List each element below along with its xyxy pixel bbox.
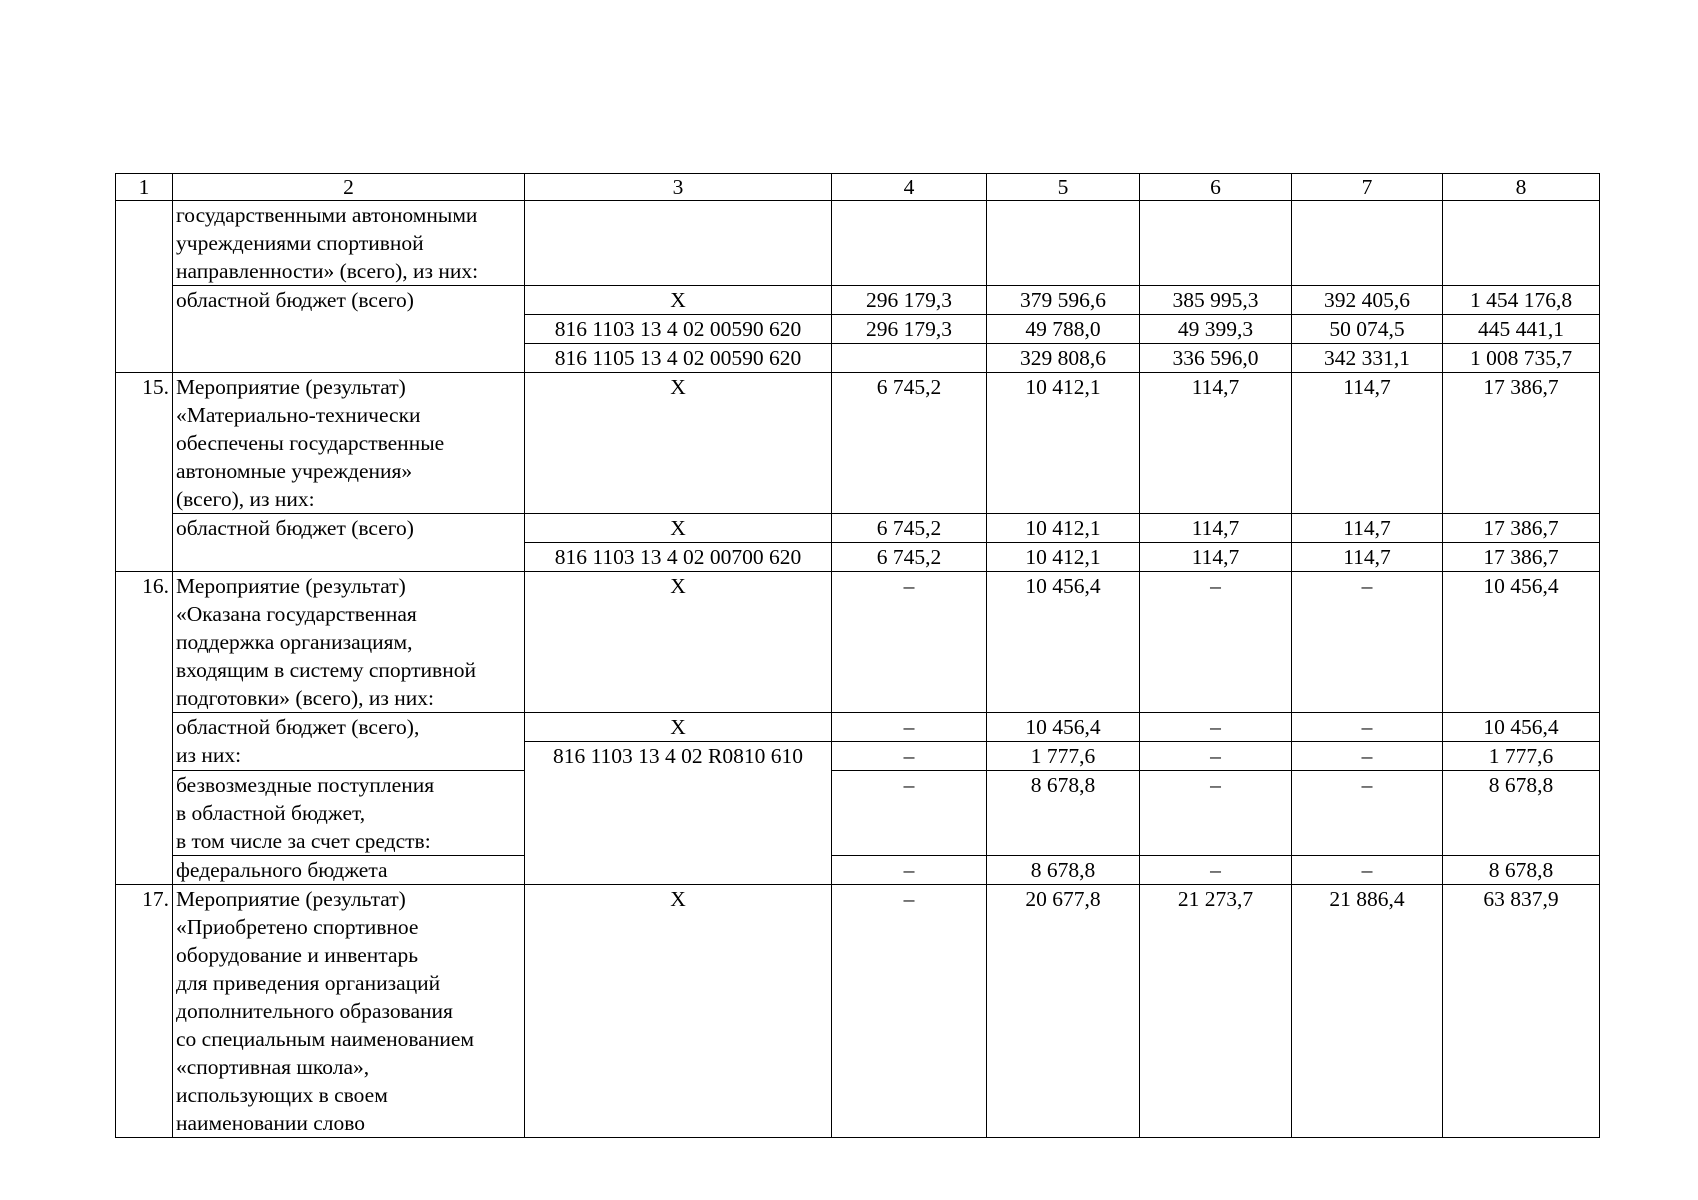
value-cell: – — [832, 572, 987, 713]
value-cell: 392 405,6 — [1292, 286, 1443, 315]
value-cell: 445 441,1 — [1443, 315, 1600, 344]
value-cell: 1 777,6 — [1443, 742, 1600, 771]
value-cell: 8 678,8 — [987, 856, 1140, 885]
row-number: 15. — [116, 373, 173, 572]
item-title — [173, 201, 525, 286]
value-cell: 10 412,1 — [987, 514, 1140, 543]
value-cell: 8 678,8 — [1443, 856, 1600, 885]
budget-code: Х — [525, 373, 832, 514]
value-cell: 1 454 176,8 — [1443, 286, 1600, 315]
budget-table — [115, 173, 1600, 1138]
value-cell: 1 008 735,7 — [1443, 344, 1600, 373]
title-line: со специальным наименованием — [176, 1027, 474, 1051]
label-line: в областной бюджет, — [176, 801, 366, 825]
value-cell: 10 456,4 — [987, 713, 1140, 742]
value-cell: 1 777,6 — [987, 742, 1140, 771]
value-cell: 63 837,9 — [1443, 885, 1600, 1138]
value-cell: 17 386,7 — [1443, 514, 1600, 543]
budget-code: 816 1103 13 4 02 00590 620 — [525, 315, 832, 344]
value-cell: – — [832, 713, 987, 742]
value-cell: – — [832, 742, 987, 771]
value-cell: – — [1292, 771, 1443, 856]
value-cell: 10 456,4 — [987, 572, 1140, 713]
table-row — [116, 373, 1600, 514]
title-line: использующих в своем — [176, 1083, 388, 1107]
title-line: Мероприятие (результат) — [176, 574, 406, 598]
title-line: «спортивная школа», — [176, 1055, 370, 1079]
budget-code: 816 1103 13 4 02 R0810 610 — [525, 742, 832, 885]
value-cell: 8 678,8 — [987, 771, 1140, 856]
value-cell: 49 788,0 — [987, 315, 1140, 344]
value-cell: 10 412,1 — [987, 543, 1140, 572]
table-row — [116, 514, 1600, 543]
row-number: 17. — [116, 885, 173, 1138]
value-cell: 10 456,4 — [1443, 713, 1600, 742]
value-cell: 342 331,1 — [1292, 344, 1443, 373]
table-row — [116, 572, 1600, 713]
label-line: в том числе за счет средств: — [176, 829, 431, 853]
budget-code — [525, 201, 832, 286]
item-title — [173, 885, 525, 1138]
value-cell: – — [1140, 742, 1292, 771]
value-cell — [1443, 201, 1600, 286]
table-row — [116, 856, 1600, 885]
regional-budget-label — [173, 713, 525, 771]
title-line: обеспечены государственные — [176, 431, 445, 455]
value-cell: – — [1292, 742, 1443, 771]
item-title — [173, 373, 525, 514]
value-cell: 114,7 — [1292, 373, 1443, 514]
value-cell: 6 745,2 — [832, 514, 987, 543]
title-line: государственными автономными — [176, 203, 478, 227]
budget-code: Х — [525, 286, 832, 315]
title-line: направленности» (всего), из них: — [176, 259, 479, 283]
header-cell: 1 — [116, 174, 173, 201]
title-line: автономные учреждения» — [176, 459, 413, 483]
value-cell: 114,7 — [1140, 514, 1292, 543]
value-cell: 114,7 — [1140, 543, 1292, 572]
header-cell: 4 — [832, 174, 987, 201]
value-cell — [987, 201, 1140, 286]
header-cell: 8 — [1443, 174, 1600, 201]
grants-label — [173, 771, 525, 856]
header-row — [116, 174, 1600, 201]
budget-code: Х — [525, 713, 832, 742]
header-cell: 2 — [173, 174, 525, 201]
value-cell: 296 179,3 — [832, 315, 987, 344]
label-line: безвозмездные поступления — [176, 773, 435, 797]
label-line: из них: — [176, 743, 242, 767]
table-row — [116, 201, 1600, 286]
value-cell: 8 678,8 — [1443, 771, 1600, 856]
value-cell: – — [1140, 856, 1292, 885]
value-cell: 114,7 — [1292, 543, 1443, 572]
value-cell: 114,7 — [1140, 373, 1292, 514]
value-cell: – — [832, 885, 987, 1138]
table-row — [116, 713, 1600, 742]
federal-budget-label: федерального бюджета — [173, 856, 525, 885]
label-line: областной бюджет (всего), — [176, 715, 420, 739]
value-cell: 10 412,1 — [987, 373, 1140, 514]
title-line: для приведения организаций — [176, 971, 441, 995]
value-cell: 6 745,2 — [832, 373, 987, 514]
title-line: подготовки» (всего), из них: — [176, 686, 434, 710]
value-cell: 114,7 — [1292, 514, 1443, 543]
value-cell: 20 677,8 — [987, 885, 1140, 1138]
title-line: «Оказана государственная — [176, 602, 417, 626]
header-cell: 5 — [987, 174, 1140, 201]
budget-code: Х — [525, 572, 832, 713]
value-cell: – — [1292, 572, 1443, 713]
value-cell: 6 745,2 — [832, 543, 987, 572]
budget-code: 816 1103 13 4 02 00700 620 — [525, 543, 832, 572]
item-title — [173, 572, 525, 713]
value-cell — [1140, 201, 1292, 286]
header-cell: 7 — [1292, 174, 1443, 201]
title-line: дополнительного образования — [176, 999, 453, 1023]
table-row — [116, 771, 1600, 856]
value-cell: 49 399,3 — [1140, 315, 1292, 344]
title-line: оборудование и инвентарь — [176, 943, 419, 967]
header-cell: 3 — [525, 174, 832, 201]
title-line: Мероприятие (результат) — [176, 887, 406, 911]
budget-code: 816 1105 13 4 02 00590 620 — [525, 344, 832, 373]
value-cell: 336 596,0 — [1140, 344, 1292, 373]
value-cell: 21 273,7 — [1140, 885, 1292, 1138]
value-cell: 17 386,7 — [1443, 373, 1600, 514]
value-cell: – — [1140, 713, 1292, 742]
value-cell: 17 386,7 — [1443, 543, 1600, 572]
value-cell: 10 456,4 — [1443, 572, 1600, 713]
value-cell — [832, 201, 987, 286]
value-cell: 21 886,4 — [1292, 885, 1443, 1138]
title-line: «Материально-технически — [176, 403, 421, 427]
value-cell: – — [1292, 713, 1443, 742]
budget-code: Х — [525, 514, 832, 543]
value-cell: 385 995,3 — [1140, 286, 1292, 315]
table-row — [116, 286, 1600, 315]
budget-code: Х — [525, 885, 832, 1138]
title-line: учреждениями спортивной — [176, 231, 424, 255]
value-cell: – — [1140, 771, 1292, 856]
value-cell — [1292, 201, 1443, 286]
value-cell: – — [1140, 572, 1292, 713]
title-line: поддержка организациям, — [176, 630, 413, 654]
value-cell: 50 074,5 — [1292, 315, 1443, 344]
value-cell: – — [832, 856, 987, 885]
header-cell: 6 — [1140, 174, 1292, 201]
row-number — [116, 201, 173, 373]
title-line: Мероприятие (результат) — [176, 375, 406, 399]
table-row — [116, 885, 1600, 1138]
title-line: (всего), из них: — [176, 487, 315, 511]
regional-budget-label: областной бюджет (всего) — [173, 514, 525, 572]
value-cell: 296 179,3 — [832, 286, 987, 315]
title-line: «Приобретено спортивное — [176, 915, 419, 939]
value-cell — [832, 344, 987, 373]
value-cell: – — [832, 771, 987, 856]
value-cell: – — [1292, 856, 1443, 885]
regional-budget-label: областной бюджет (всего) — [173, 286, 525, 373]
value-cell: 379 596,6 — [987, 286, 1140, 315]
row-number: 16. — [116, 572, 173, 885]
title-line: наименовании слово — [176, 1111, 366, 1135]
value-cell: 329 808,6 — [987, 344, 1140, 373]
title-line: входящим в систему спортивной — [176, 658, 476, 682]
